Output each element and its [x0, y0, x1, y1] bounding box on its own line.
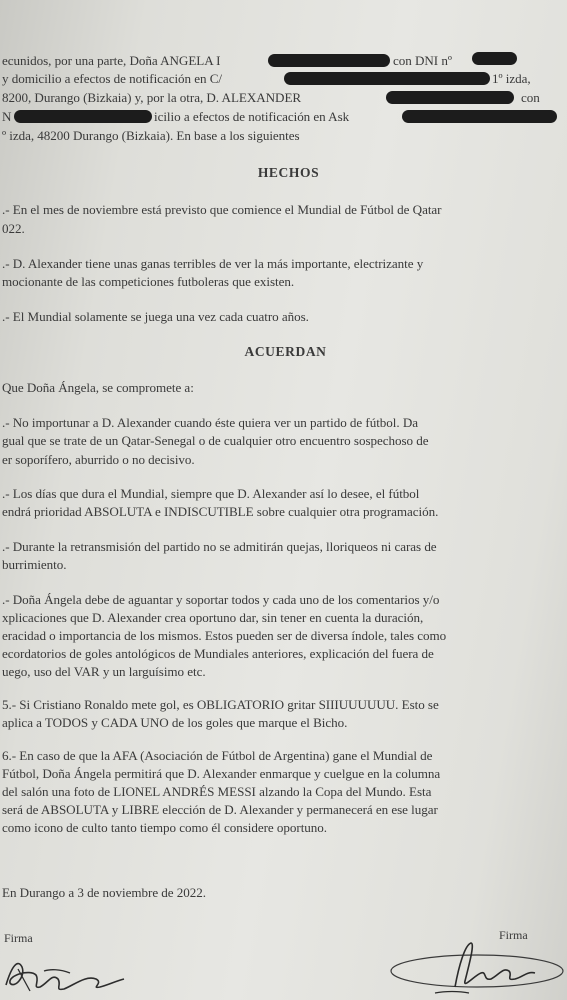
- acuerdan-intro: Que Doña Ángela, se compromete a:: [2, 380, 194, 395]
- header-line-3b: con: [521, 90, 540, 105]
- acuerdan-line: uego, uso del VAR y un larguísimo etc.: [2, 664, 206, 679]
- acuerdan-line: gual que se trate de un Qatar-Senegal o de cualquier otro encuentro sospechoso de: [2, 433, 429, 448]
- acuerdan-line: .- Los días que dura el Mundial, siempre que D. Alexander así lo desee, el fútbol: [2, 486, 420, 501]
- acuerdan-line: Fútbol, Doña Ángela permitirá que D. Alexander enmarque y cuelgue en la columna: [2, 766, 441, 781]
- signature-left-image: [0, 945, 130, 1000]
- hechos-line: mocionante de las competiciones futboleras que existen.: [2, 274, 295, 289]
- header-line-2b: 1º izda,: [492, 71, 531, 86]
- redaction-bar: [14, 110, 152, 123]
- hechos-line: 022.: [2, 221, 25, 236]
- header-line-4: N: [2, 109, 12, 124]
- acuerdan-line: .- Doña Ángela debe de aguantar y soportar todos y cada uno de los comentarios y/o: [2, 592, 440, 607]
- acuerdan-line: como icono de culto tanto tiempo como él considere oportuno.: [2, 820, 327, 835]
- acuerdan-line: .- Durante la retransmisión del partido no se admitirán quejas, lloriqueos ni caras de: [2, 539, 437, 554]
- header-line-1b: con DNI nº: [393, 53, 452, 68]
- header-line-2: y domicilio a efectos de notificación en C/: [2, 71, 223, 86]
- acuerdan-line: del salón una foto de LIONEL ANDRÉS MESSI alzando la Copa del Mundo. Esta: [2, 784, 432, 799]
- hechos-heading: HECHOS: [257, 165, 320, 180]
- acuerdan-line: endrá prioridad ABSOLUTA e INDISCUTIBLE sobre cualquier otra programación.: [2, 504, 439, 519]
- redaction-bar: [386, 91, 514, 104]
- acuerdan-line: .- No importunar a D. Alexander cuando éste quiera ver un partido de fútbol. Da: [2, 415, 419, 430]
- acuerdan-line: burrimiento.: [2, 557, 67, 572]
- firma-right-label: Firma: [499, 928, 528, 942]
- header-line-5: º izda, 48200 Durango (Bizkaia). En base a los siguientes: [2, 128, 300, 143]
- header-line-3: 8200, Durango (Bizkaia) y, por la otra, D. ALEXANDER: [2, 90, 302, 105]
- hechos-line: .- El Mundial solamente se juega una vez cada cuatro años.: [2, 309, 309, 324]
- header-line-1: ecunidos, por una parte, Doña ANGELA I: [2, 53, 221, 68]
- hechos-line: .- D. Alexander tiene unas ganas terribles de ver la más importante, electrizante y: [2, 256, 424, 271]
- hechos-line: .- En el mes de noviembre está previsto que comience el Mundial de Fútbol de Qatar: [2, 202, 442, 217]
- redaction-bar: [472, 52, 517, 65]
- acuerdan-line: aplica a TODOS y CADA UNO de los goles que marque el Bicho.: [2, 715, 348, 730]
- acuerdan-line: eracidad o importancia de los mismos. Estos pueden ser de diversa índole, tales como: [2, 628, 447, 643]
- acuerdan-line: 6.- En caso de que la AFA (Asociación de Fútbol de Argentina) gane el Mundial de: [2, 748, 433, 763]
- header-line-4b: icilio a efectos de notificación en Ask: [154, 109, 350, 124]
- signature-right-image: [385, 935, 567, 1000]
- acuerdan-line: xplicaciones que D. Alexander crea oportuno dar, sin tener en cuenta la duración,: [2, 610, 424, 625]
- acuerdan-heading: ACUERDAN: [244, 344, 327, 359]
- redaction-bar: [268, 54, 390, 67]
- redaction-bar: [284, 72, 490, 85]
- date-line: En Durango a 3 de noviembre de 2022.: [2, 885, 207, 900]
- acuerdan-line: ecordatorios de goles antológicos de Mundiales anteriores, explicación del fuera de: [2, 646, 434, 661]
- redaction-bar: [402, 110, 557, 123]
- acuerdan-line: er soporífero, aburrido o no decisivo.: [2, 452, 195, 467]
- firma-left-label: Firma: [4, 931, 33, 945]
- acuerdan-line: será de ABSOLUTA y LIBRE elección de D. Alexander y permanecerá en ese lugar: [2, 802, 438, 817]
- acuerdan-line: 5.- Si Cristiano Ronaldo mete gol, es OBLIGATORIO gritar SIIIUUUUUU. Esto se: [2, 697, 439, 712]
